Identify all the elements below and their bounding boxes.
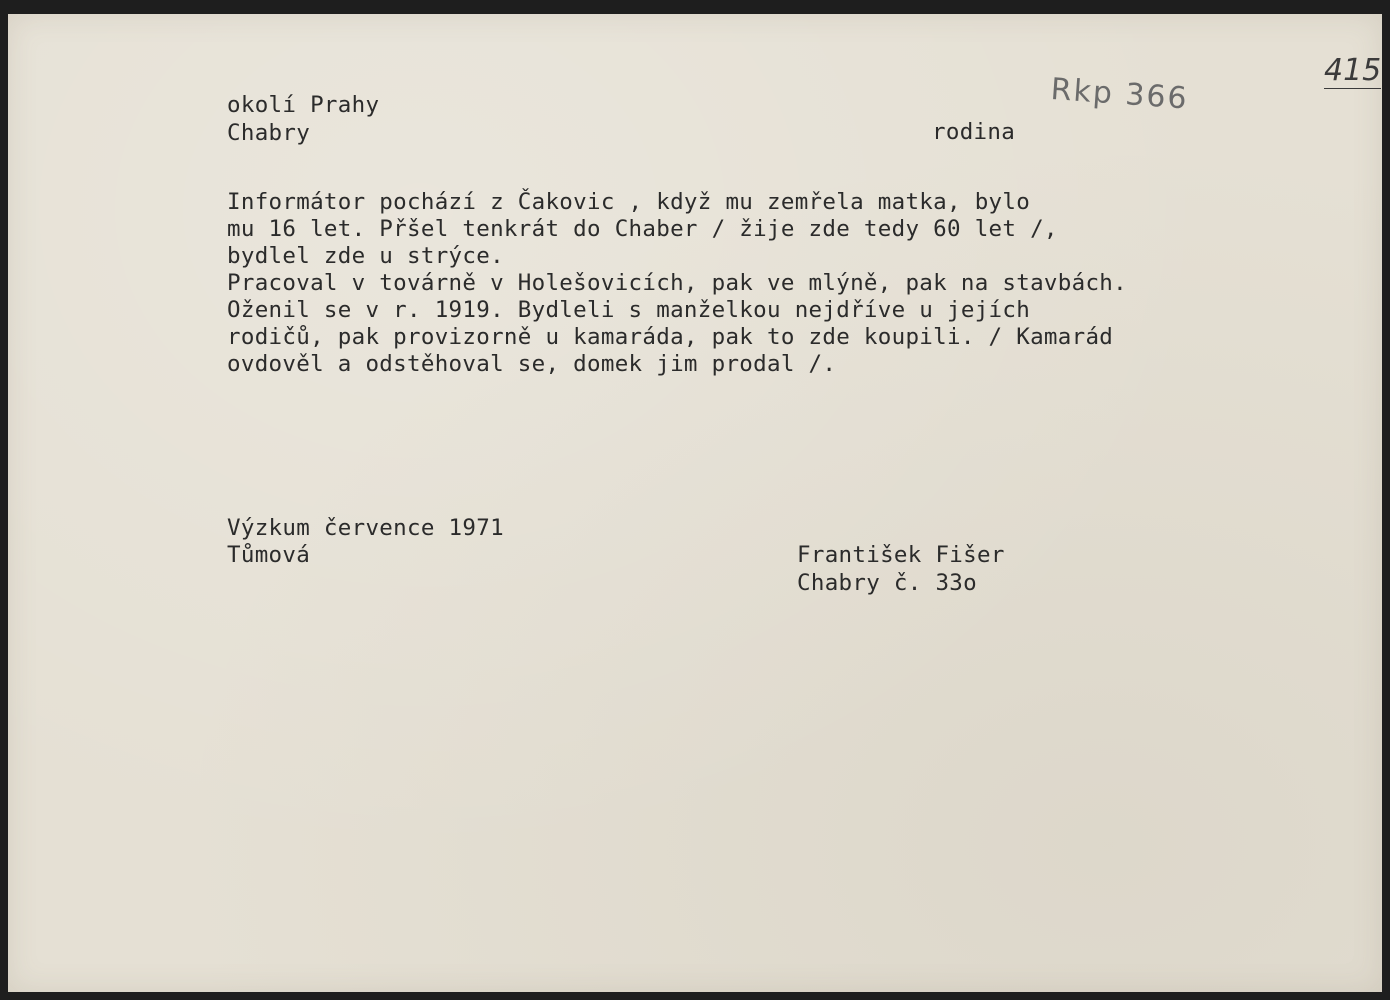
archive-card [8,14,1382,992]
informant-address: Chabry č. 33o [797,570,977,596]
researcher-name: Tůmová [227,542,311,568]
region-label: okolí Prahy [227,92,380,118]
body-line: rodičů, pak provizorně u kamaráda, pak to zde koupili. / Kamarád [227,324,1114,350]
topic-label: rodina [932,119,1016,145]
research-date: Výzkum července 1971 [227,515,504,541]
body-line: ovdověl a odstěhoval se, domek jim prodal /. [227,351,837,377]
body-line: mu 16 let. Přšel tenkrát do Chaber / žije zde tedy 60 let /, [227,216,1058,242]
body-line: Pracoval v továrně v Holešovicích, pak ve mlýně, pak na stavbách. [227,270,1127,296]
body-line: Oženil se v r. 1919. Bydleli s manželkou nejdříve u jejích [227,297,1031,323]
body-line: bydlel zde u strýce. [227,243,504,269]
village-label: Chabry [227,120,311,146]
body-line: Informátor pochází z Čakovic , když mu zemřela matka, bylo [227,189,1031,215]
shelfmark-pencil: Rkp 366 [1049,72,1190,117]
informant-name: František Fišer [797,542,1005,568]
page-number-ink: 415 [1324,53,1382,88]
